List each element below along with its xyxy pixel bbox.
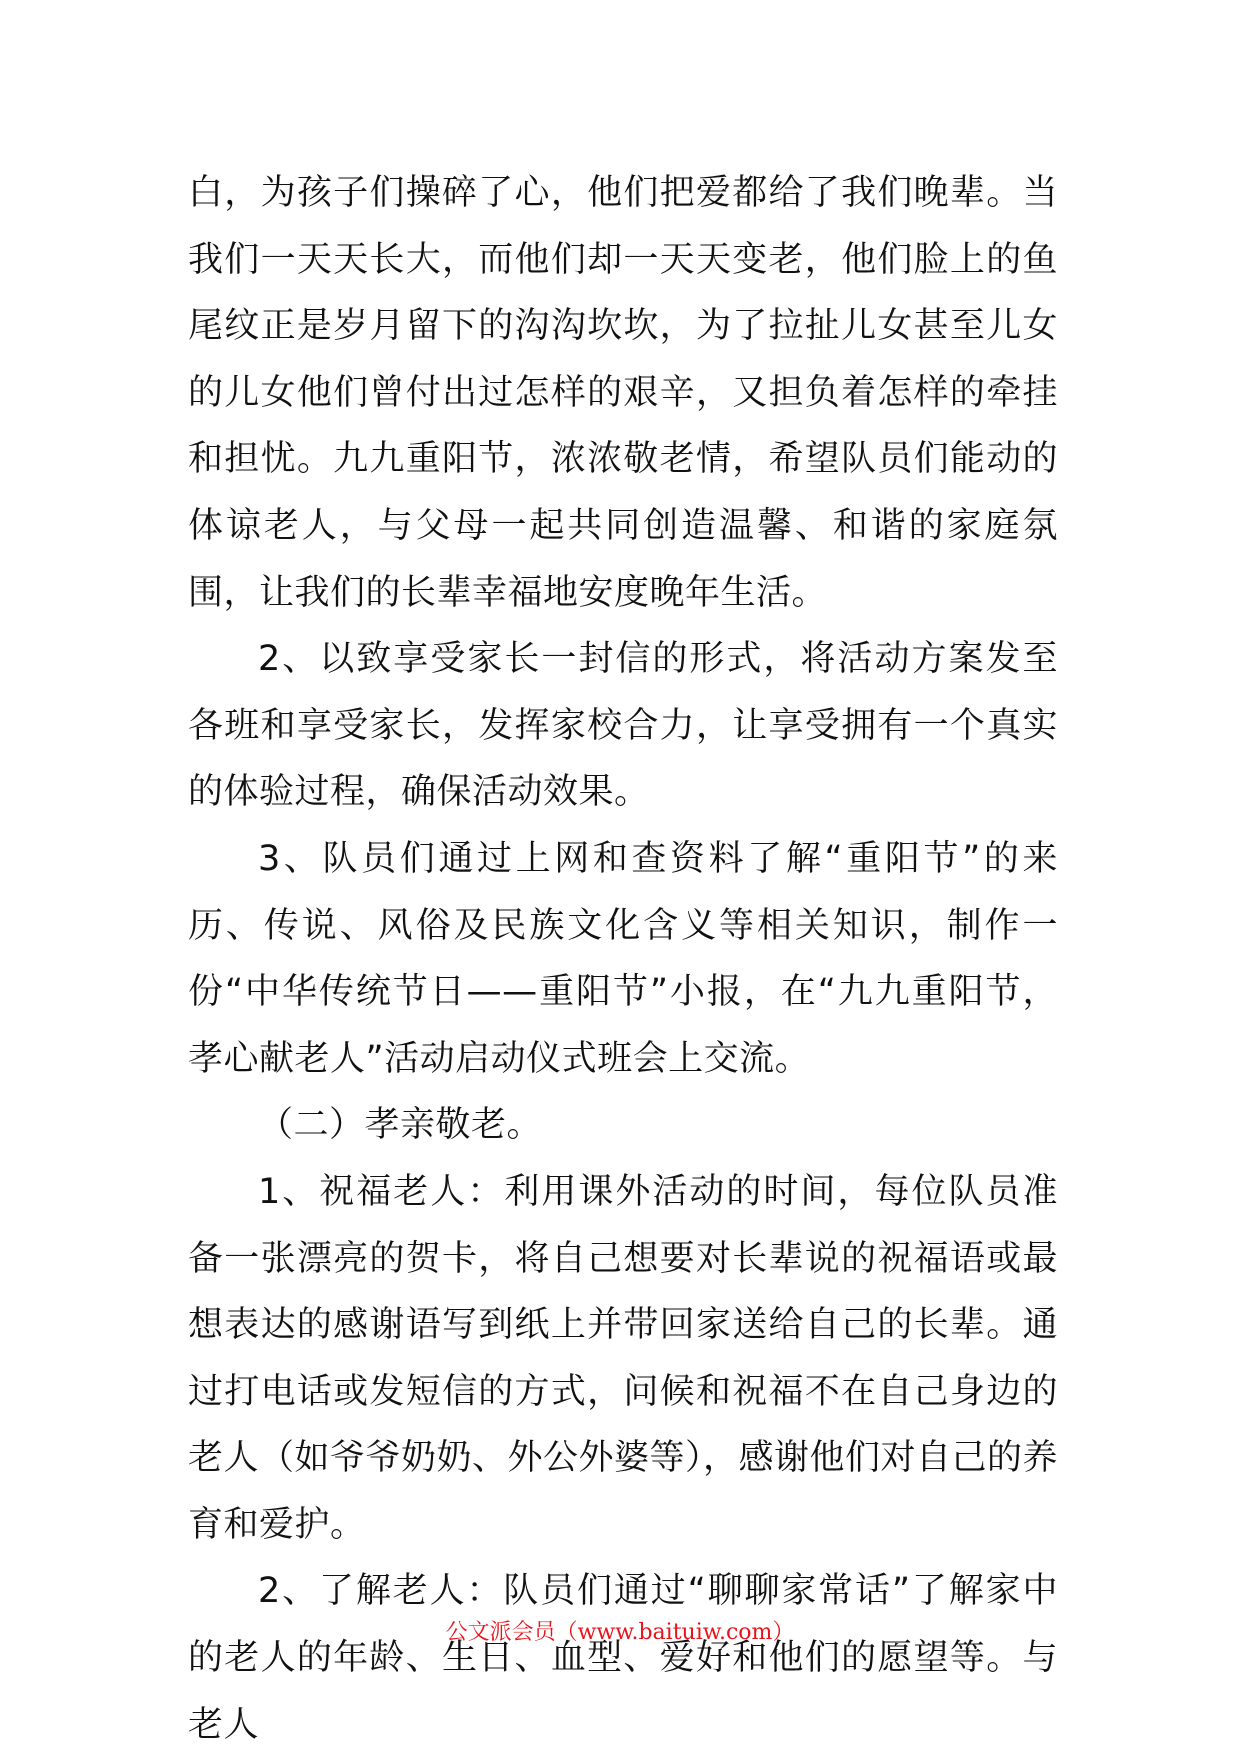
document-body	[188, 160, 1058, 1758]
paragraph-continuation: 白，为孩子们操碎了心，他们把爱都给了我们晚辈。当我们一天天长大，而他们却一天天变老，他们脸上的鱼尾纹正是岁月留下的沟沟坎坎，为了拉扯儿女甚至儿女的儿女他们曾付出过怎样的艰辛，又担负着怎样的牵挂和担忧。九九重阳节，浓浓敬老情，希望队员们能动的体谅老人，与父母一起共同创造温馨、和谐的家庭氛围，让我们的长辈幸福地安度晚年生活。	[188, 173, 1058, 613]
section-heading-2: （二）孝亲敬老。	[258, 1105, 543, 1146]
paragraph-item-3: 3、队员们通过上网和查资料了解“重阳节”的来历、传说、风俗及民族文化含义等相关知识，制作一份“中华传统节日——重阳节”小报，在“九九重阳节，孝心献老人”活动启动仪式班会上交流。	[188, 838, 1058, 1079]
paragraph-know-elders: 2、了解老人：队员们通过“聊聊家常话”了解家中的老人的年龄、生日、血型、爱好和他们的愿望等。与老人	[188, 1571, 1058, 1745]
paragraph-item-2: 2、以致享受家长一封信的形式，将活动方案发至各班和享受家长，发挥家校合力，让享受拥有一个真实的体验过程，确保活动效果。	[188, 639, 1058, 813]
footer-watermark: 公文派会员（www.baituiw.com）	[445, 1620, 795, 1645]
paragraph-bless-elders: 1、祝福老人：利用课外活动的时间，每位队员准备一张漂亮的贺卡，将自己想要对长辈说的祝福语或最想表达的感谢语写到纸上并带回家送给自己的长辈。通过打电话或发短信的方式，问候和祝福不在自己身边的老人（如爷爷奶奶、外公外婆等），感谢他们对自己的养育和爱护。	[188, 1171, 1059, 1545]
